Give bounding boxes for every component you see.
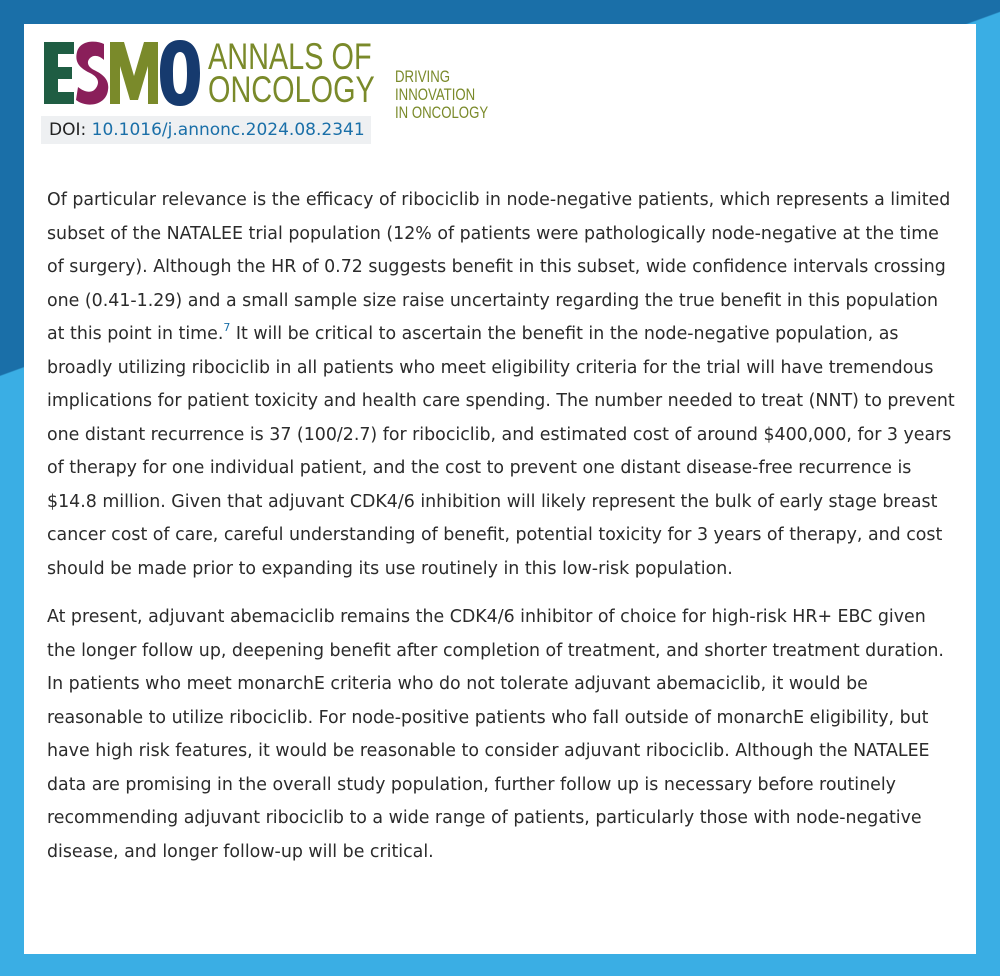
paragraph-1 xyxy=(47,184,957,586)
article-card xyxy=(24,24,976,954)
esmo-logo-icon xyxy=(42,40,202,106)
journal-name-line1: ANNALS OF xyxy=(208,36,372,77)
journal-logo xyxy=(42,36,542,122)
doi-link[interactable]: 10.1016/j.annonc.2024.08.2341 xyxy=(91,120,365,140)
journal-name-line2: ONCOLOGY xyxy=(208,69,375,110)
article-body xyxy=(47,184,957,869)
journal-name xyxy=(208,36,375,110)
doi-label: DOI: xyxy=(49,120,87,140)
journal-tagline xyxy=(395,68,513,122)
paragraph-2: At present, adjuvant abemaciclib remains the CDK4/6 inhibitor of choice for high-risk HR+ EBC given the longer follow up, deepening benefit after completion of treatment, and shorter treatment duration. In patients who meet monarchE criteria who do not tolerate adjuvant abemaciclib, it would be reasonable to utilize ribociclib. For node-positive patients who fall outside of monarchE eligibility, but have high risk features, it would be reasonable to consider adjuvant ribociclib. Although the NATALEE data are promising in the overall study population, further follow up is necessary before routinely recommending adjuvant ribociclib to a wide range of patients, particularly those with node-negative disease, and longer follow-up will be critical. xyxy=(47,607,944,862)
reference-superscript[interactable]: 7 xyxy=(223,321,231,334)
paragraph-1-part-a: Of particular relevance is the efficacy of ribociclib in node-negative patients, which represents a limited subset of the NATALEE trial population (12% of patients were pathologically node-negative at the time of surgery). Although the HR of 0.72 suggests benefit in this subset, wide confidence intervals crossing one (0.41-1.29) and a small sample size raise uncertainty regarding the true benefit in this population at this point in time. xyxy=(47,190,951,344)
paragraph-1-part-b: It will be critical to ascertain the benefit in the node-negative population, as broadly utilizing ribociclib in all patients who meet eligibility criteria for the trial will have tremendous implications for patient toxicity and health care spending. The number needed to treat (NNT) to prevent one distant recurrence is 37 (100/2.7) for ribociclib, and estimated cost of around $400,000, for 3 years of therapy for one individual patient, and the cost to prevent one distant disease-free recurrence is $14.8 million. Given that adjuvant CDK4/6 inhibition will likely represent the bulk of early stage breast cancer cost of care, careful understanding of benefit, potential toxicity for 3 years of therapy, and cost should be made prior to expanding its use routinely in this low-risk population. xyxy=(47,324,955,579)
doi-badge xyxy=(41,116,371,144)
tagline-line2: IN ONCOLOGY xyxy=(395,104,489,122)
tagline-line1: DRIVING INNOVATION xyxy=(395,68,476,104)
